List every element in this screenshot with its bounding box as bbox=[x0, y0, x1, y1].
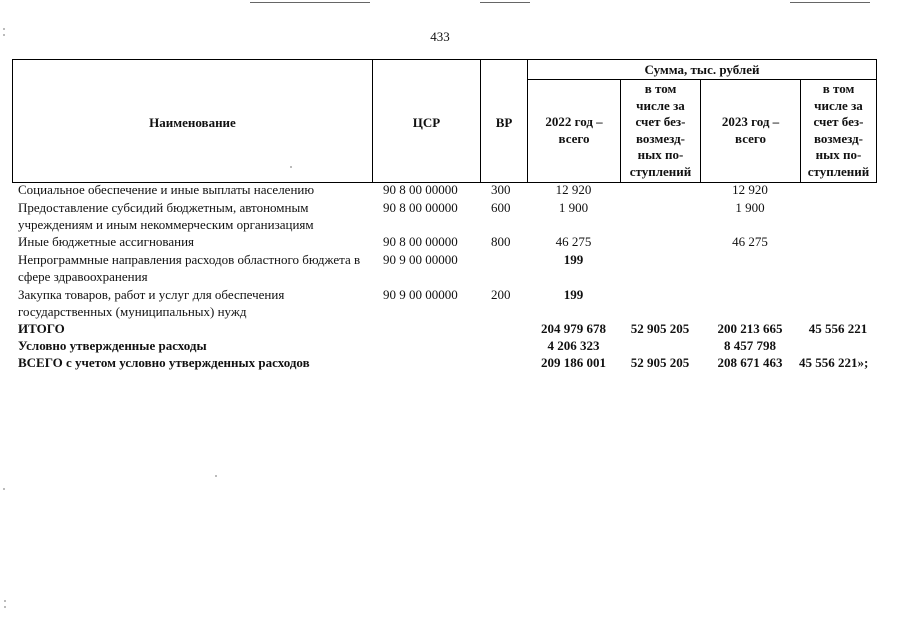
row-vr: 300 bbox=[491, 182, 511, 197]
row-vr: 800 bbox=[491, 234, 511, 249]
header-2022-grants-line: числе за bbox=[636, 97, 685, 113]
total-2023: 8 457 798 bbox=[724, 338, 776, 353]
header-csr-cell bbox=[372, 59, 481, 183]
header-2022-grants-line: ступлений bbox=[629, 163, 692, 179]
row-name: Социальное обеспечение и иные выплаты населению bbox=[18, 182, 315, 197]
row-name: Закупка товаров, работ и услуг для обеспечения государственных (муниципальных) нужд bbox=[18, 287, 285, 319]
row-vr: 600 bbox=[491, 200, 511, 215]
header-2022-total-cell bbox=[527, 79, 621, 183]
row-csr: 90 8 00 00000 bbox=[383, 234, 458, 249]
row-2023-total: 46 275 bbox=[732, 234, 768, 249]
header-2022-total-line: всего bbox=[558, 130, 590, 146]
total-2023: 208 671 463 bbox=[717, 355, 783, 370]
header-vr: ВР bbox=[495, 115, 513, 130]
header-vr-cell bbox=[480, 59, 528, 183]
page-number: 433 bbox=[430, 29, 450, 44]
total-2023-grants: 45 556 221»; bbox=[799, 355, 869, 370]
header-2023-grants-line: ступлений bbox=[807, 163, 870, 179]
header-2023-grants-line: в том bbox=[822, 81, 855, 96]
row-csr: 90 8 00 00000 bbox=[383, 200, 458, 215]
header-2022-total-line: 2022 год – bbox=[545, 114, 603, 129]
row-name: Непрограммные направления расходов областного бюджета в сфере здравоохранения bbox=[18, 252, 361, 284]
total-2023-grants: 45 556 221 bbox=[808, 321, 868, 336]
header-2022-grants-line: ных по- bbox=[637, 147, 684, 162]
total-name: ИТОГО bbox=[18, 321, 65, 336]
top-rule bbox=[250, 2, 370, 3]
header-2023-total-line: 2023 год – bbox=[721, 114, 780, 129]
total-2022-grants: 52 905 205 bbox=[630, 321, 690, 336]
header-2023-total-line: всего bbox=[735, 130, 766, 146]
row-name: Предоставление субсидий бюджетным, автономным учреждениям и иным некоммерческим организациям bbox=[18, 200, 314, 232]
scan-speck bbox=[290, 166, 292, 168]
total-2022: 209 186 001 bbox=[541, 355, 606, 370]
header-amount-group bbox=[527, 59, 877, 80]
row-2023-total: 12 920 bbox=[732, 182, 768, 197]
header-2023-grants-line: ных по- bbox=[815, 147, 862, 162]
scan-speck bbox=[4, 600, 6, 602]
header-name: Наименование bbox=[149, 115, 236, 130]
header-csr: ЦСР bbox=[412, 115, 441, 130]
scan-speck bbox=[215, 475, 217, 477]
row-csr: 90 9 00 00000 bbox=[383, 252, 458, 267]
row-2023-total: 1 900 bbox=[735, 200, 765, 215]
header-2022-grants-cell bbox=[620, 79, 701, 183]
total-2022: 4 206 323 bbox=[547, 338, 600, 353]
row-2022-total: 199 bbox=[563, 287, 584, 302]
row-2022-total: 46 275 bbox=[555, 234, 592, 249]
scan-speck bbox=[3, 28, 5, 30]
total-2022: 204 979 678 bbox=[541, 321, 606, 336]
top-rule bbox=[790, 2, 870, 3]
header-2023-grants-line: счет без- bbox=[813, 114, 864, 129]
header-2023-grants-cell bbox=[800, 79, 877, 183]
header-amount-label: Сумма, тыс. рублей bbox=[644, 62, 760, 77]
header-2023-grants-line: возмезд- bbox=[814, 130, 863, 146]
scan-speck bbox=[3, 34, 5, 36]
total-name: ВСЕГО с учетом условно утвержденных расходов bbox=[18, 355, 310, 370]
row-2022-total: 12 920 bbox=[555, 182, 592, 197]
header-2022-grants-line: в том bbox=[644, 81, 677, 96]
total-2022-grants: 52 905 205 bbox=[630, 355, 690, 370]
scan-speck bbox=[4, 606, 6, 608]
top-rule bbox=[480, 2, 530, 3]
header-name-cell bbox=[12, 59, 373, 183]
header-2022-grants-line: счет без- bbox=[635, 114, 686, 129]
total-name: Условно утвержденные расходы bbox=[18, 338, 207, 353]
total-2023: 200 213 665 bbox=[717, 321, 783, 336]
row-name: Иные бюджетные ассигнования bbox=[18, 234, 195, 249]
row-vr: 200 bbox=[491, 287, 511, 302]
row-csr: 90 8 00 00000 bbox=[383, 182, 458, 197]
header-2023-total-cell bbox=[700, 79, 801, 183]
header-2022-grants-line: возмезд- bbox=[636, 130, 685, 146]
row-csr: 90 9 00 00000 bbox=[383, 287, 458, 302]
row-2022-total: 199 bbox=[563, 252, 584, 267]
row-2022-total: 1 900 bbox=[558, 200, 589, 215]
scan-speck bbox=[3, 488, 5, 490]
header-2023-grants-line: числе за bbox=[814, 97, 863, 113]
